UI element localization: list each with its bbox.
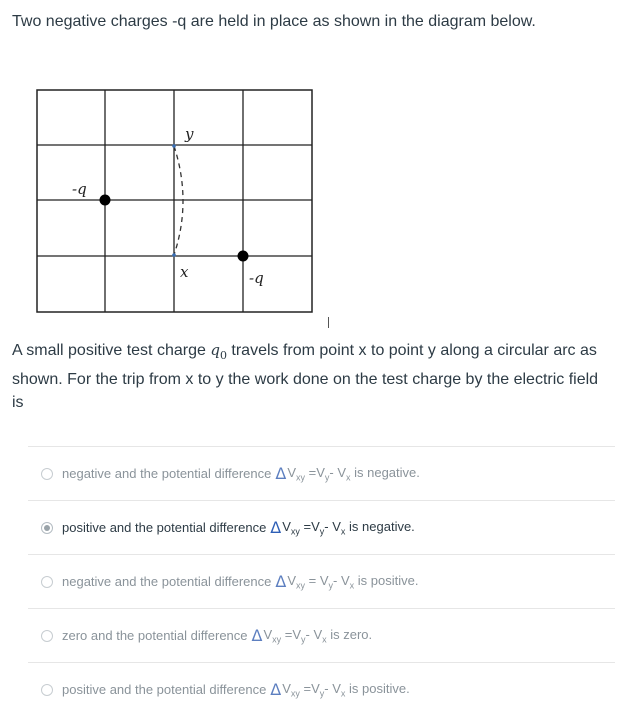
q0-subscript: 0	[219, 349, 227, 362]
formula	[287, 573, 418, 591]
answer-text: negative and the potential difference	[62, 466, 272, 481]
answer-suffix: is zero.	[326, 626, 373, 642]
radio-button[interactable]	[41, 684, 53, 696]
text-cursor	[328, 317, 329, 328]
formula-minus: - V	[324, 518, 341, 534]
formula-v: V	[282, 518, 291, 534]
formula-eq: =V	[299, 680, 320, 696]
formula-sub-y: y	[319, 688, 325, 699]
answer-suffix: is negative.	[350, 464, 420, 480]
formula-v: V	[287, 572, 296, 588]
point-y-dot	[172, 144, 176, 148]
formula-eq: =V	[305, 464, 325, 480]
q0-symbol	[210, 341, 227, 362]
answer-option-4[interactable]	[28, 609, 615, 662]
formula-sub-x: x	[322, 634, 327, 645]
charge-diagram	[36, 89, 313, 313]
question-part2: travels from point x to point y along a circular arc as shown. For the trip from x to y the work done on the test charge by the electric field is	[12, 342, 599, 411]
formula-sub-xy: xy	[272, 634, 282, 645]
delta-symbol: Δ	[275, 464, 287, 483]
formula-sub-y: y	[301, 634, 306, 645]
grid-diagram	[36, 89, 313, 313]
formula-minus: - V	[329, 464, 346, 480]
delta-symbol: Δ	[270, 680, 282, 699]
label-y: y	[185, 125, 194, 143]
formula-sub-x: x	[340, 526, 346, 537]
answer-option-3[interactable]	[28, 555, 615, 608]
formula-sub-y: y	[328, 580, 333, 591]
formula-sub-y: y	[319, 526, 325, 537]
radio-button-selected[interactable]	[41, 522, 53, 534]
radio-button[interactable]	[41, 630, 53, 642]
formula-sub-y: y	[324, 472, 330, 483]
formula-sub-x: x	[349, 580, 355, 591]
radio-button[interactable]	[41, 576, 53, 588]
formula-sub-xy: xy	[290, 688, 300, 699]
formula-minus: - V	[333, 572, 350, 588]
answer-suffix: is positive.	[345, 680, 410, 696]
formula-v: V	[282, 680, 291, 696]
answer-option-5[interactable]	[28, 663, 615, 716]
charge-left-label: -q	[72, 180, 87, 198]
formula	[282, 681, 409, 699]
formula-sub-xy: xy	[296, 580, 305, 591]
formula	[282, 519, 415, 537]
q0-letter: q	[210, 341, 220, 359]
answer-text: positive and the potential difference	[62, 682, 267, 697]
radio-button[interactable]	[41, 468, 53, 480]
delta-symbol: Δ	[270, 518, 282, 537]
formula-minus: - V	[305, 626, 323, 642]
question-part1: A small positive test charge	[12, 342, 206, 359]
answer-suffix: is positive.	[354, 572, 419, 588]
delta-symbol: Δ	[251, 626, 263, 645]
formula-eq: = V	[305, 572, 329, 588]
answer-option-1[interactable]	[28, 447, 615, 500]
formula-eq: =V	[299, 518, 320, 534]
formula	[287, 465, 420, 483]
answer-option-2[interactable]	[28, 501, 615, 554]
formula-v: V	[263, 626, 273, 642]
answer-text: positive and the potential difference	[62, 520, 267, 535]
formula-sub-x: x	[346, 472, 351, 483]
point-x-dot	[172, 253, 176, 257]
charge-left-dot	[100, 195, 111, 206]
formula-minus: - V	[324, 680, 341, 696]
formula-eq: =V	[281, 626, 302, 642]
formula-sub-xy: xy	[290, 526, 300, 537]
answer-suffix: is negative.	[345, 518, 415, 534]
formula	[263, 627, 372, 645]
question-text	[12, 339, 612, 415]
formula-sub-xy: xy	[296, 472, 305, 483]
formula-v: V	[287, 464, 296, 480]
answer-text: negative and the potential difference	[62, 574, 272, 589]
formula-sub-x: x	[340, 688, 346, 699]
question-prompt: Two negative charges -q are held in place as shown in the diagram below.	[12, 13, 536, 30]
charge-right-dot	[238, 251, 249, 262]
charge-right-label: -q	[249, 269, 264, 287]
delta-symbol: Δ	[275, 572, 287, 591]
label-x: x	[180, 263, 189, 281]
answer-list	[28, 446, 615, 716]
answer-text: zero and the potential difference	[62, 628, 248, 643]
